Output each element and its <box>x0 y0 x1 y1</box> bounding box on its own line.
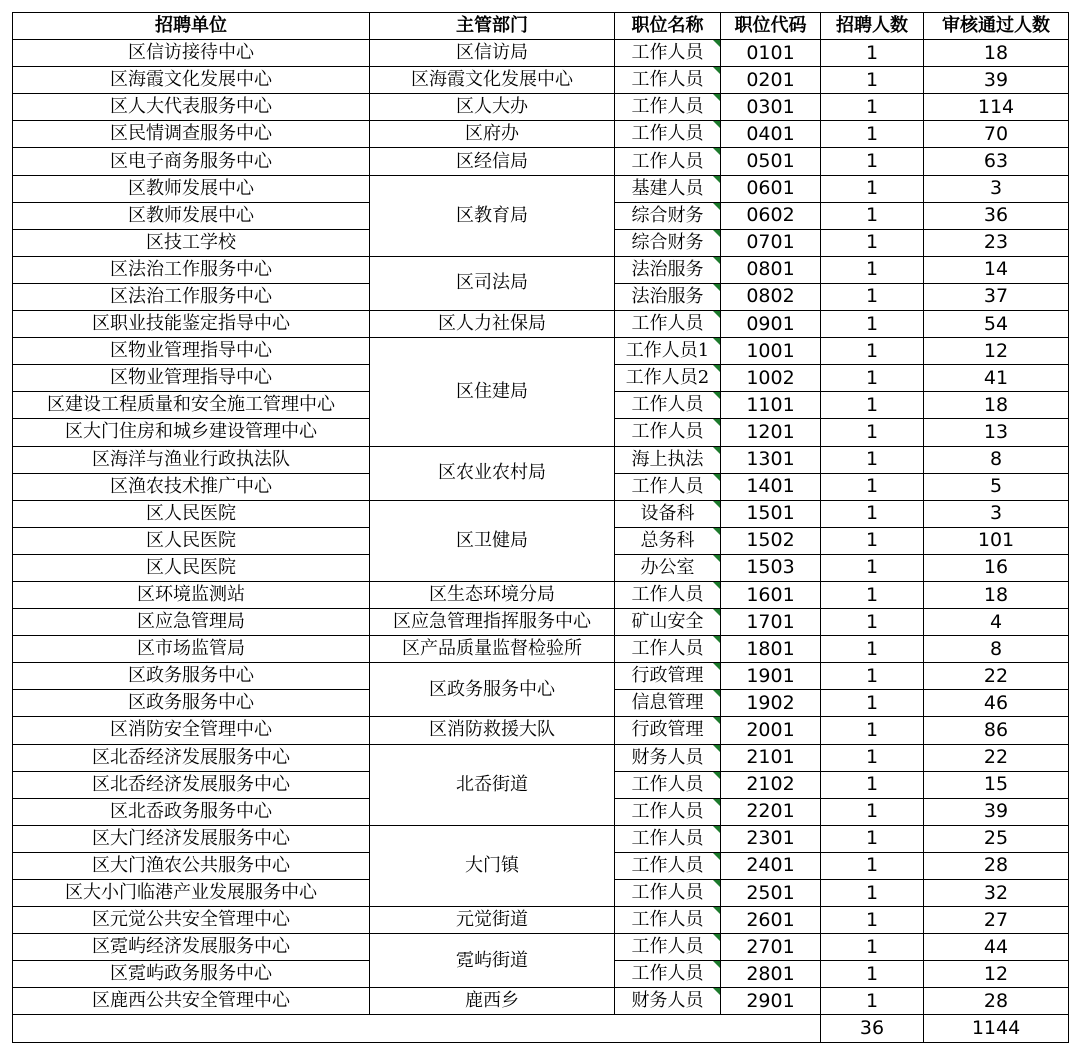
cell-passed: 22 <box>924 663 1069 690</box>
cell-hires: 1 <box>821 852 924 879</box>
cell-hires: 1 <box>821 961 924 988</box>
cell-position: 工作人员 <box>615 934 721 961</box>
cell-unit: 区教师发展中心 <box>13 175 370 202</box>
cell-passed: 32 <box>924 880 1069 907</box>
cell-unit: 区教师发展中心 <box>13 202 370 229</box>
cell-unit: 区人民医院 <box>13 527 370 554</box>
cell-position: 工作人员 <box>615 907 721 934</box>
cell-unit: 区海霞文化发展中心 <box>13 67 370 94</box>
cell-dept: 区产品质量监督检验所 <box>370 636 615 663</box>
cell-unit: 区北岙经济发展服务中心 <box>13 744 370 771</box>
table-row <box>13 446 1069 473</box>
cell-unit: 区物业管理指导中心 <box>13 365 370 392</box>
cell-code: 2401 <box>721 852 821 879</box>
cell-passed: 8 <box>924 636 1069 663</box>
cell-code: 1901 <box>721 663 821 690</box>
cell-position: 工作人员 <box>615 94 721 121</box>
table-row <box>13 744 1069 771</box>
cell-hires: 1 <box>821 67 924 94</box>
cell-code: 0601 <box>721 175 821 202</box>
cell-dept: 区生态环境分局 <box>370 581 615 608</box>
cell-passed: 28 <box>924 988 1069 1015</box>
cell-hires: 1 <box>821 94 924 121</box>
cell-hires: 1 <box>821 419 924 446</box>
header-unit: 招聘单位 <box>13 13 370 40</box>
cell-unit: 区海洋与渔业行政执法队 <box>13 446 370 473</box>
cell-code: 2001 <box>721 717 821 744</box>
cell-hires: 1 <box>821 581 924 608</box>
cell-hires: 1 <box>821 40 924 67</box>
cell-passed: 41 <box>924 365 1069 392</box>
cell-unit: 区法治工作服务中心 <box>13 283 370 310</box>
cell-dept: 区经信局 <box>370 148 615 175</box>
cell-passed: 101 <box>924 527 1069 554</box>
cell-hires: 1 <box>821 825 924 852</box>
cell-code: 1501 <box>721 500 821 527</box>
cell-passed: 22 <box>924 744 1069 771</box>
cell-position: 工作人员 <box>615 852 721 879</box>
cell-code: 2501 <box>721 880 821 907</box>
table-row <box>13 175 1069 202</box>
total-hires: 36 <box>821 1015 924 1042</box>
cell-unit: 区建设工程质量和安全施工管理中心 <box>13 392 370 419</box>
cell-passed: 46 <box>924 690 1069 717</box>
cell-code: 2901 <box>721 988 821 1015</box>
cell-position: 法治服务 <box>615 256 721 283</box>
cell-hires: 1 <box>821 256 924 283</box>
cell-code: 1502 <box>721 527 821 554</box>
table-row <box>13 67 1069 94</box>
cell-position: 工作人员 <box>615 419 721 446</box>
table-row <box>13 663 1069 690</box>
cell-unit: 区应急管理局 <box>13 609 370 636</box>
cell-position: 工作人员 <box>615 148 721 175</box>
cell-hires: 1 <box>821 663 924 690</box>
cell-dept: 霓屿街道 <box>370 934 615 988</box>
cell-hires: 1 <box>821 283 924 310</box>
cell-position: 工作人员 <box>615 961 721 988</box>
cell-passed: 39 <box>924 798 1069 825</box>
header-code: 职位代码 <box>721 13 821 40</box>
cell-position: 信息管理 <box>615 690 721 717</box>
cell-dept: 元觉街道 <box>370 907 615 934</box>
cell-position: 财务人员 <box>615 988 721 1015</box>
header-hires: 招聘人数 <box>821 13 924 40</box>
cell-unit: 区人民医院 <box>13 554 370 581</box>
cell-passed: 63 <box>924 148 1069 175</box>
cell-passed: 23 <box>924 229 1069 256</box>
cell-position: 综合财务 <box>615 229 721 256</box>
table-row <box>13 636 1069 663</box>
cell-passed: 15 <box>924 771 1069 798</box>
cell-code: 1002 <box>721 365 821 392</box>
table-row <box>13 121 1069 148</box>
cell-code: 2201 <box>721 798 821 825</box>
cell-unit: 区信访接待中心 <box>13 40 370 67</box>
table-row <box>13 148 1069 175</box>
cell-position: 工作人员 <box>615 771 721 798</box>
cell-position: 工作人员2 <box>615 365 721 392</box>
cell-hires: 1 <box>821 175 924 202</box>
cell-unit: 区电子商务服务中心 <box>13 148 370 175</box>
cell-code: 1601 <box>721 581 821 608</box>
cell-unit: 区政务服务中心 <box>13 663 370 690</box>
cell-unit: 区市场监管局 <box>13 636 370 663</box>
header-row <box>13 13 1069 40</box>
cell-dept: 区政务服务中心 <box>370 663 615 717</box>
cell-hires: 1 <box>821 311 924 338</box>
header-dept: 主管部门 <box>370 13 615 40</box>
cell-passed: 13 <box>924 419 1069 446</box>
cell-dept: 区消防救援大队 <box>370 717 615 744</box>
cell-unit: 区消防安全管理中心 <box>13 717 370 744</box>
cell-dept: 区应急管理指挥服务中心 <box>370 609 615 636</box>
table-row <box>13 581 1069 608</box>
cell-code: 2101 <box>721 744 821 771</box>
cell-code: 1301 <box>721 446 821 473</box>
cell-position: 办公室 <box>615 554 721 581</box>
cell-position: 工作人员 <box>615 636 721 663</box>
cell-passed: 114 <box>924 94 1069 121</box>
cell-position: 工作人员 <box>615 880 721 907</box>
cell-hires: 1 <box>821 771 924 798</box>
cell-unit: 区大小门临港产业发展服务中心 <box>13 880 370 907</box>
cell-position: 工作人员 <box>615 825 721 852</box>
cell-hires: 1 <box>821 880 924 907</box>
cell-position: 行政管理 <box>615 717 721 744</box>
cell-position: 法治服务 <box>615 283 721 310</box>
cell-code: 0301 <box>721 94 821 121</box>
cell-unit: 区鹿西公共安全管理中心 <box>13 988 370 1015</box>
cell-hires: 1 <box>821 690 924 717</box>
cell-passed: 44 <box>924 934 1069 961</box>
cell-code: 1101 <box>721 392 821 419</box>
total-passed: 1144 <box>924 1015 1069 1042</box>
cell-code: 1801 <box>721 636 821 663</box>
cell-unit: 区技工学校 <box>13 229 370 256</box>
cell-hires: 1 <box>821 798 924 825</box>
cell-dept: 区海霞文化发展中心 <box>370 67 615 94</box>
cell-dept: 区信访局 <box>370 40 615 67</box>
table-row <box>13 40 1069 67</box>
cell-unit: 区元觉公共安全管理中心 <box>13 907 370 934</box>
cell-hires: 1 <box>821 500 924 527</box>
table-row <box>13 934 1069 961</box>
cell-code: 1401 <box>721 473 821 500</box>
cell-position: 工作人员 <box>615 67 721 94</box>
cell-code: 0701 <box>721 229 821 256</box>
cell-passed: 25 <box>924 825 1069 852</box>
cell-code: 0501 <box>721 148 821 175</box>
cell-code: 0101 <box>721 40 821 67</box>
cell-position: 工作人员1 <box>615 338 721 365</box>
cell-dept: 区人力社保局 <box>370 311 615 338</box>
cell-dept: 区司法局 <box>370 256 615 310</box>
cell-code: 1701 <box>721 609 821 636</box>
header-position: 职位名称 <box>615 13 721 40</box>
cell-passed: 18 <box>924 581 1069 608</box>
cell-position: 工作人员 <box>615 798 721 825</box>
cell-hires: 1 <box>821 338 924 365</box>
cell-hires: 1 <box>821 717 924 744</box>
header-passed: 审核通过人数 <box>924 13 1069 40</box>
cell-hires: 1 <box>821 148 924 175</box>
cell-hires: 1 <box>821 365 924 392</box>
table-row <box>13 338 1069 365</box>
table-row <box>13 825 1069 852</box>
cell-code: 2801 <box>721 961 821 988</box>
cell-code: 1503 <box>721 554 821 581</box>
cell-hires: 1 <box>821 527 924 554</box>
cell-position: 工作人员 <box>615 473 721 500</box>
table-row <box>13 907 1069 934</box>
cell-passed: 12 <box>924 338 1069 365</box>
cell-position: 总务科 <box>615 527 721 554</box>
cell-code: 0901 <box>721 311 821 338</box>
cell-passed: 86 <box>924 717 1069 744</box>
cell-unit: 区大门渔农公共服务中心 <box>13 852 370 879</box>
cell-hires: 1 <box>821 121 924 148</box>
cell-position: 工作人员 <box>615 40 721 67</box>
cell-position: 工作人员 <box>615 581 721 608</box>
cell-unit: 区大门经济发展服务中心 <box>13 825 370 852</box>
cell-dept: 区卫健局 <box>370 500 615 581</box>
cell-passed: 37 <box>924 283 1069 310</box>
cell-unit: 区渔农技术推广中心 <box>13 473 370 500</box>
cell-code: 1902 <box>721 690 821 717</box>
cell-code: 1001 <box>721 338 821 365</box>
cell-hires: 1 <box>821 202 924 229</box>
table-row <box>13 256 1069 283</box>
cell-unit: 区北岙政务服务中心 <box>13 798 370 825</box>
cell-unit: 区环境监测站 <box>13 581 370 608</box>
cell-position: 海上执法 <box>615 446 721 473</box>
cell-passed: 14 <box>924 256 1069 283</box>
cell-hires: 1 <box>821 907 924 934</box>
cell-unit: 区人大代表服务中心 <box>13 94 370 121</box>
table-row <box>13 500 1069 527</box>
cell-passed: 28 <box>924 852 1069 879</box>
cell-position: 设备科 <box>615 500 721 527</box>
cell-hires: 1 <box>821 934 924 961</box>
cell-unit: 区大门住房和城乡建设管理中心 <box>13 419 370 446</box>
cell-code: 2102 <box>721 771 821 798</box>
table-body <box>13 40 1069 1015</box>
cell-unit: 区霓屿政务服务中心 <box>13 961 370 988</box>
cell-hires: 1 <box>821 609 924 636</box>
cell-dept: 区教育局 <box>370 175 615 256</box>
cell-code: 1201 <box>721 419 821 446</box>
cell-unit: 区霓屿经济发展服务中心 <box>13 934 370 961</box>
cell-passed: 5 <box>924 473 1069 500</box>
cell-passed: 27 <box>924 907 1069 934</box>
cell-passed: 16 <box>924 554 1069 581</box>
cell-code: 0801 <box>721 256 821 283</box>
cell-position: 工作人员 <box>615 392 721 419</box>
cell-position: 行政管理 <box>615 663 721 690</box>
cell-dept: 区人大办 <box>370 94 615 121</box>
cell-hires: 1 <box>821 392 924 419</box>
cell-unit: 区民情调查服务中心 <box>13 121 370 148</box>
table-row <box>13 988 1069 1015</box>
cell-position: 基建人员 <box>615 175 721 202</box>
cell-passed: 18 <box>924 392 1069 419</box>
cell-passed: 18 <box>924 40 1069 67</box>
cell-hires: 1 <box>821 446 924 473</box>
cell-hires: 1 <box>821 988 924 1015</box>
cell-hires: 1 <box>821 636 924 663</box>
cell-code: 2301 <box>721 825 821 852</box>
cell-dept: 区农业农村局 <box>370 446 615 500</box>
cell-passed: 8 <box>924 446 1069 473</box>
cell-unit: 区政务服务中心 <box>13 690 370 717</box>
cell-unit: 区法治工作服务中心 <box>13 256 370 283</box>
cell-code: 2601 <box>721 907 821 934</box>
cell-passed: 54 <box>924 311 1069 338</box>
cell-passed: 3 <box>924 175 1069 202</box>
cell-unit: 区物业管理指导中心 <box>13 338 370 365</box>
cell-hires: 1 <box>821 554 924 581</box>
cell-passed: 12 <box>924 961 1069 988</box>
cell-code: 0602 <box>721 202 821 229</box>
cell-dept: 区住建局 <box>370 338 615 446</box>
cell-position: 综合财务 <box>615 202 721 229</box>
cell-code: 0802 <box>721 283 821 310</box>
table-row <box>13 717 1069 744</box>
cell-passed: 36 <box>924 202 1069 229</box>
table-row <box>13 609 1069 636</box>
cell-position: 矿山安全 <box>615 609 721 636</box>
cell-passed: 4 <box>924 609 1069 636</box>
totals-blank <box>13 1015 821 1042</box>
cell-unit: 区北岙经济发展服务中心 <box>13 771 370 798</box>
cell-position: 工作人员 <box>615 311 721 338</box>
cell-dept: 大门镇 <box>370 825 615 906</box>
cell-hires: 1 <box>821 744 924 771</box>
cell-code: 0201 <box>721 67 821 94</box>
cell-passed: 3 <box>924 500 1069 527</box>
cell-passed: 70 <box>924 121 1069 148</box>
cell-hires: 1 <box>821 229 924 256</box>
table-row <box>13 311 1069 338</box>
cell-dept: 区府办 <box>370 121 615 148</box>
table-row <box>13 94 1069 121</box>
cell-unit: 区职业技能鉴定指导中心 <box>13 311 370 338</box>
cell-position: 财务人员 <box>615 744 721 771</box>
recruitment-table <box>12 12 1069 1043</box>
cell-code: 2701 <box>721 934 821 961</box>
cell-position: 工作人员 <box>615 121 721 148</box>
cell-hires: 1 <box>821 473 924 500</box>
cell-passed: 39 <box>924 67 1069 94</box>
totals-row <box>13 1015 1069 1042</box>
cell-unit: 区人民医院 <box>13 500 370 527</box>
cell-dept: 北岙街道 <box>370 744 615 825</box>
cell-code: 0401 <box>721 121 821 148</box>
cell-dept: 鹿西乡 <box>370 988 615 1015</box>
